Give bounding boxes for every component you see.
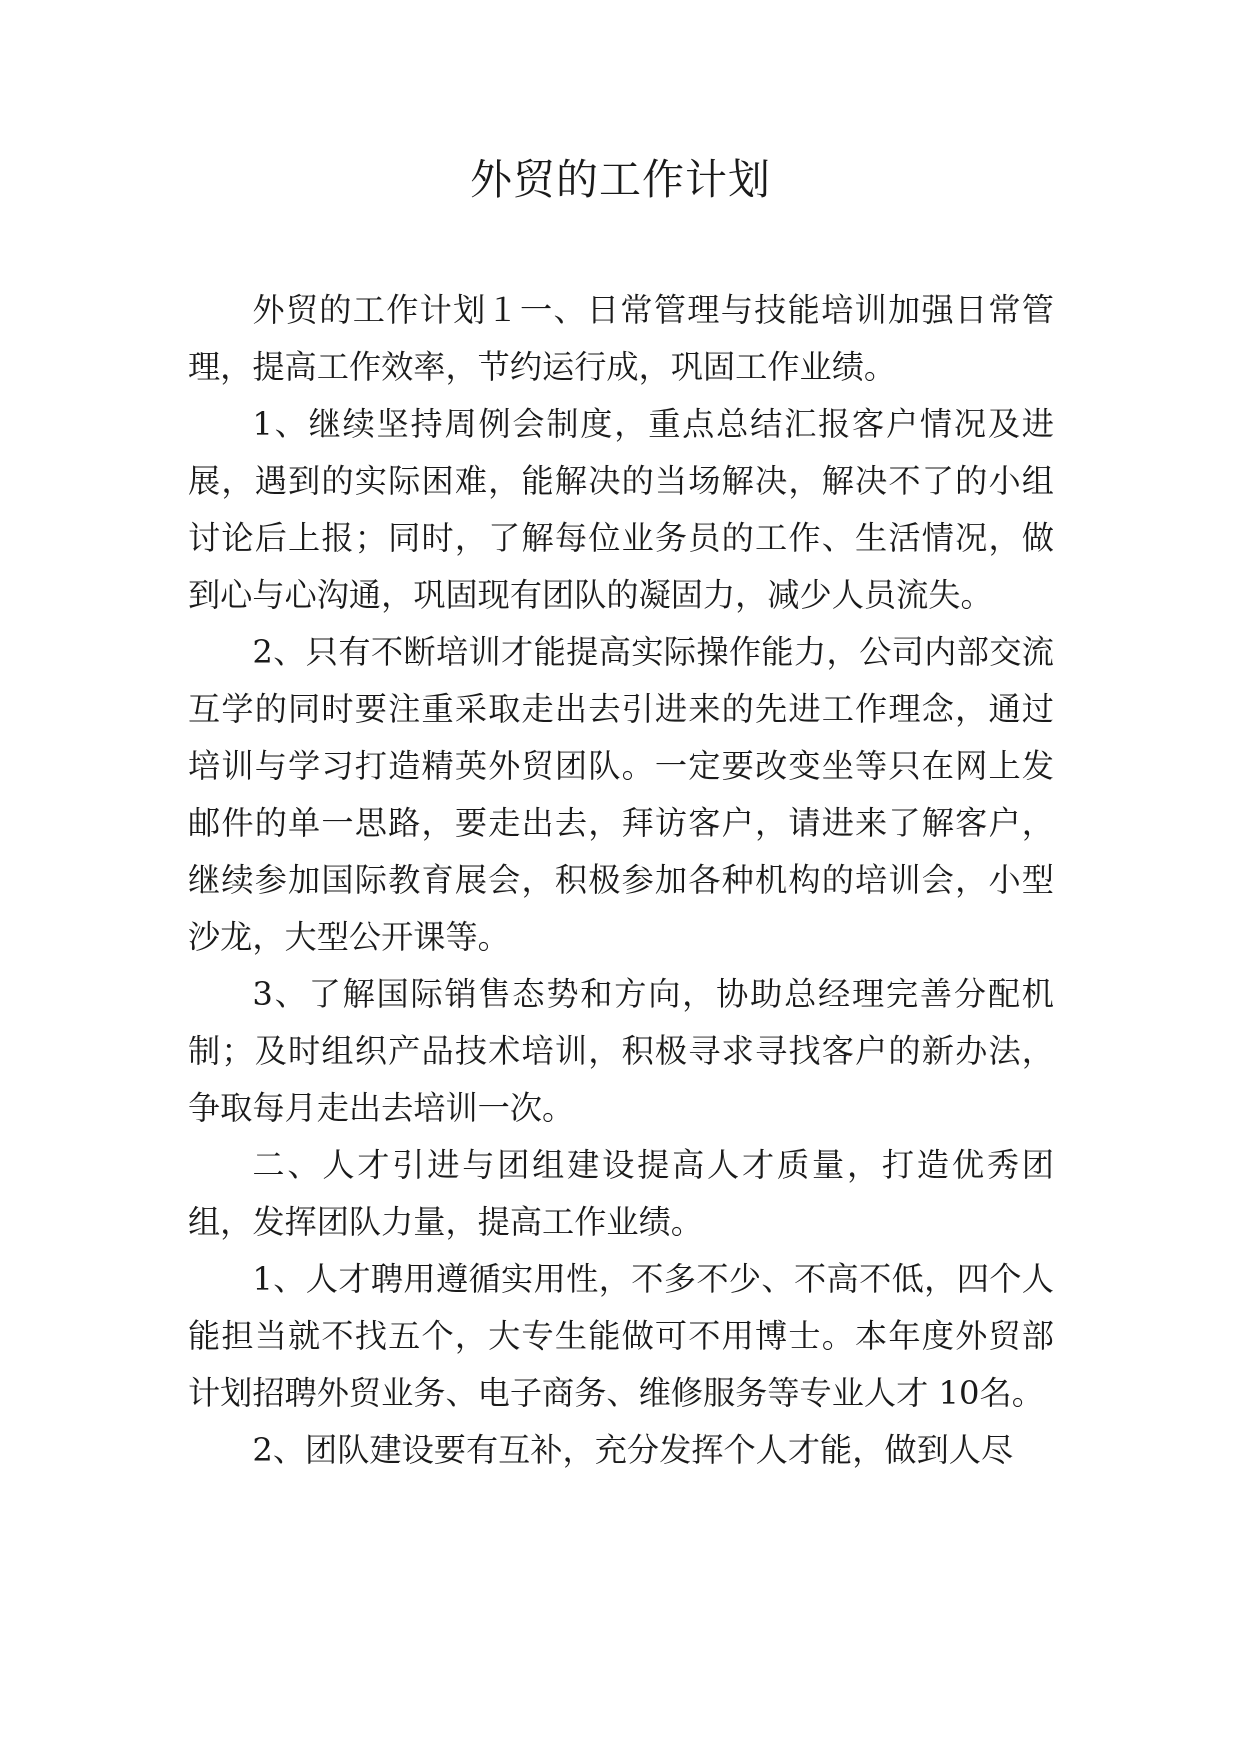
document-title: 外贸的工作计划 [469,155,771,204]
paragraph: 外贸的工作计划１一、日常管理与技能培训加强日常管理，提高工作效率，节约运行成，巩固工作业绩。 [188,291,1054,386]
document-body [188,282,1054,1479]
paragraph: 1、继续坚持周例会制度，重点总结汇报客户情况及进展，遇到的实际困难，能解决的当场解决，解决不了的小组讨论后上报；同时，了解每位业务员的工作、生活情况，做到心与心沟通，巩固现有团队的凝固力，减少人员流失。 [188,405,1054,614]
paragraph: 3、了解国际销售态势和方向，协助总经理完善分配机制；及时组织产品技术培训，积极寻求寻找客户的新办法，争取每月走出去培训一次。 [188,975,1054,1127]
paragraph: 二、人才引进与团组建设提高人才质量，打造优秀团组，发挥团队力量，提高工作业绩。 [188,1146,1054,1241]
paragraph: 1、人才聘用遵循实用性，不多不少、不高不低，四个人能担当就不找五个，大专生能做可不用博士。本年度外贸部计划招聘外贸业务、电子商务、维修服务等专业人才 10名。 [188,1260,1054,1412]
paragraph: 2、团队建设要有互补，充分发挥个人才能，做到人尽 [252,1431,1014,1469]
paragraph: 2、只有不断培训才能提高实际操作能力，公司内部交流互学的同时要注重采取走出去引进来的先进工作理念，通过培训与学习打造精英外贸团队。一定要改变坐等只在网上发邮件的单一思路，要走出去，拜访客户，请进来了解客户，继续参加国际教育展会，积极参加各种机构的培训会，小型沙龙，大型公开课等。 [188,633,1054,956]
